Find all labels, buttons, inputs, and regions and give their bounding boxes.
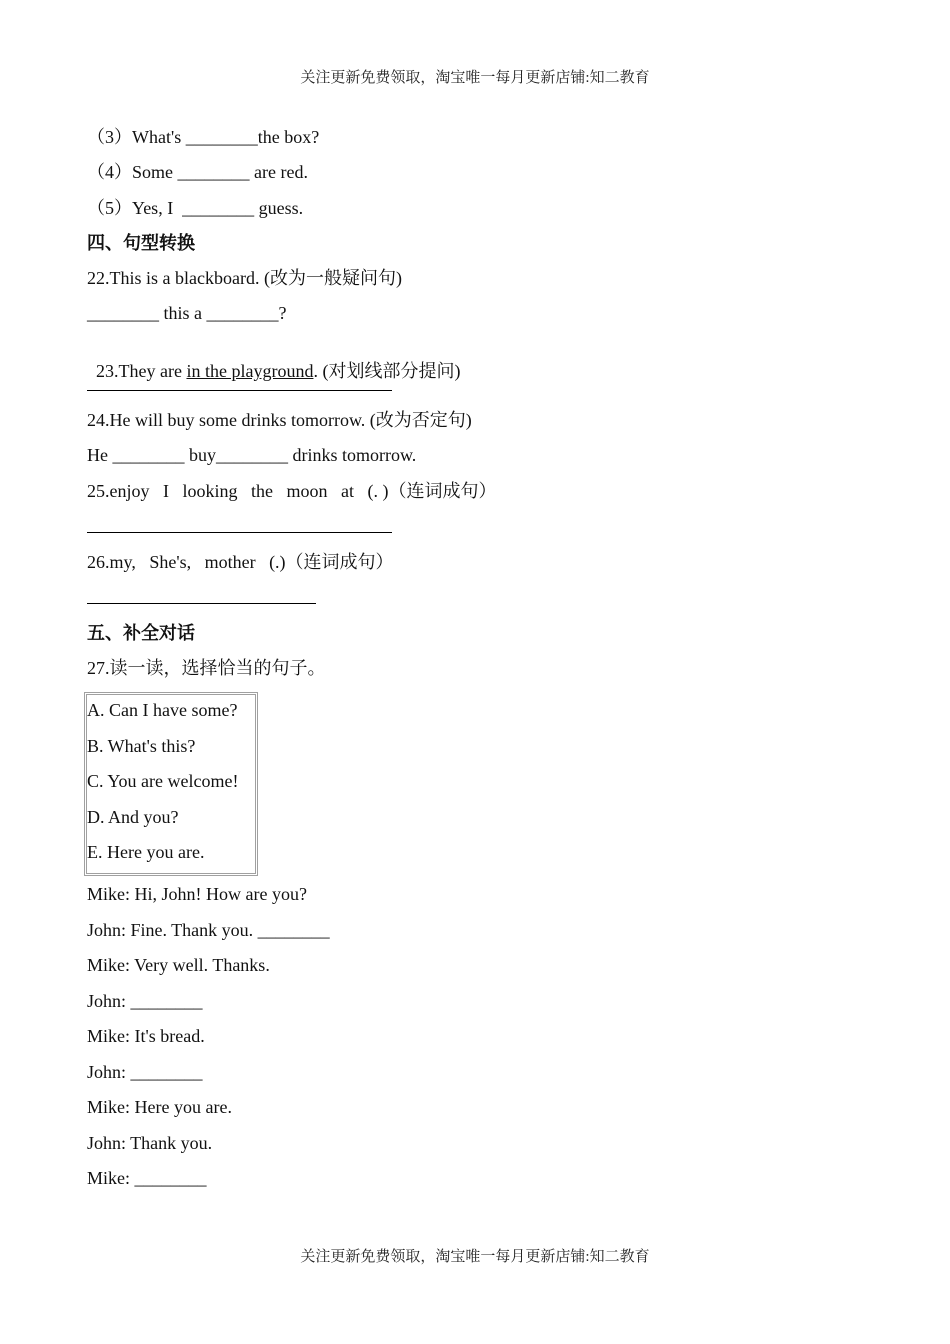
question-26: 26.my, She's, mother (.)（连词成句） [87, 552, 394, 572]
option-c: C. You are welcome! [87, 771, 239, 791]
question-27: 27.读一读，选择恰当的句子。 [87, 658, 326, 678]
option-d: D. And you? [87, 807, 179, 827]
section-4-heading: 四、句型转换 [87, 233, 195, 253]
question-22: 22.This is a blackboard. (改为一般疑问句) [87, 268, 402, 288]
question-24: 24.He will buy some drinks tomorrow. (改为否定句) [87, 410, 472, 430]
question-23 [87, 338, 460, 382]
page-header: 关注更新免费领取，淘宝唯一每月更新店铺:知二教育 [300, 70, 650, 86]
question-23-suffix: . (对划线部分提问) [313, 361, 461, 381]
dialogue-line: John: Thank you. [87, 1133, 213, 1153]
dialogue-line: Mike: It's bread. [87, 1026, 205, 1046]
question-23-underlined: in the playground [186, 361, 314, 381]
question-22-answer: ________ this a ________? [87, 303, 287, 323]
question-4-line: （4）Some ________ are red. [87, 162, 308, 182]
dialogue-line: John: ________ [87, 991, 203, 1011]
dialogue-line: Mike: Hi, John! How are you? [87, 884, 307, 904]
section-5-heading: 五、补全对话 [87, 623, 195, 643]
answer-line-23 [87, 390, 392, 391]
question-24-answer: He ________ buy________ drinks tomorrow. [87, 445, 417, 465]
question-5-line: （5）Yes, I ________ guess. [87, 198, 304, 218]
dialogue-line: Mike: ________ [87, 1168, 207, 1188]
option-e: E. Here you are. [87, 842, 205, 862]
dialogue-line: Mike: Very well. Thanks. [87, 955, 270, 975]
page-footer: 关注更新免费领取，淘宝唯一每月更新店铺:知二教育 [300, 1249, 650, 1265]
dialogue-line: John: ________ [87, 1062, 203, 1082]
dialogue-line: Mike: Here you are. [87, 1097, 232, 1117]
dialogue-line: John: Fine. Thank you. ________ [87, 920, 330, 940]
option-a: A. Can I have some? [87, 700, 238, 720]
option-b: B. What's this? [87, 736, 196, 756]
answer-line-25 [87, 532, 392, 533]
question-25: 25.enjoy I looking the moon at (. )（连词成句） [87, 481, 497, 501]
question-23-prefix: 23.They are [96, 361, 187, 381]
question-3-line: （3）What's ________the box? [87, 127, 320, 147]
answer-line-26 [87, 603, 316, 604]
